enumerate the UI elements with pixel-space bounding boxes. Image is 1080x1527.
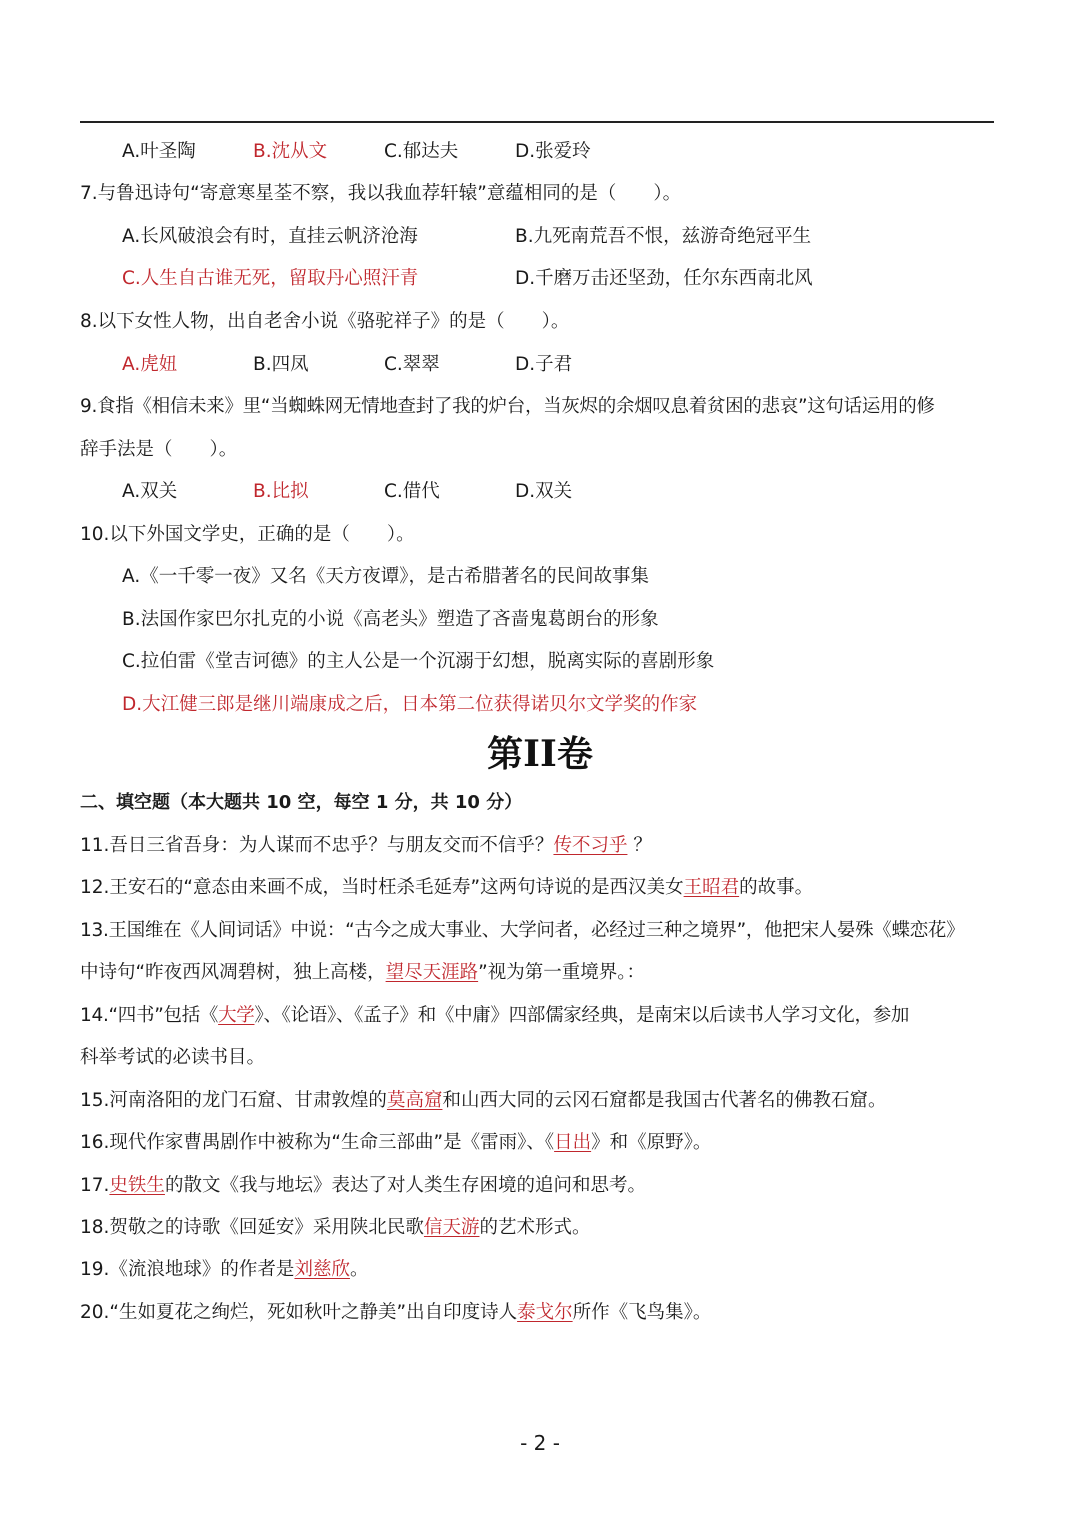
fill-q20-answer: 泰戈尔 bbox=[517, 1302, 573, 1323]
q8-option-c: C.翠翠 bbox=[384, 354, 440, 375]
fill-q13-answer: 望尽天涯路 bbox=[385, 962, 479, 983]
q9-stem-line1: 9.食指《相信未来》里“当蜘蛛网无情地查封了我的炉台，当灰烬的余烟叹息着贫困的悲哀”这句话运用的修 bbox=[80, 396, 935, 417]
q8-option-b: B.四凤 bbox=[253, 354, 309, 375]
fill-q12-text: 12.王安石的“意态由来画不成，当时枉杀毛延寿”这两句诗说的是西汉美女 bbox=[80, 877, 684, 898]
fill-q19-answer: 刘慈欣 bbox=[294, 1259, 350, 1280]
fill-q20-text: 20.“生如夏花之绚烂，死如秋叶之静美”出自印度诗人 bbox=[80, 1302, 518, 1323]
fill-q14-tail: 》、《论语》、《孟子》和《中庸》四部儒家经典，是南宋以后读书人学习文化，参加 bbox=[254, 1005, 910, 1026]
page-number: - 2 - bbox=[520, 1431, 560, 1455]
q8-option-d: D.子君 bbox=[515, 354, 573, 375]
q7-option-c: C.人生自古谁无死，留取丹心照汗青 bbox=[122, 268, 419, 289]
q10-option-d: D.大江健三郎是继川端康成之后，日本第二位获得诺贝尔文学奖的作家 bbox=[122, 694, 698, 715]
fill-q16-answer: 日出 bbox=[554, 1132, 592, 1153]
fill-q13-line2 bbox=[80, 960, 1020, 986]
q9-option-b: B.比拟 bbox=[253, 481, 309, 502]
q9-option-a: A.双关 bbox=[122, 481, 178, 502]
q9-option-c: C.借代 bbox=[384, 481, 440, 502]
fill-q11-answer: 传不习乎 bbox=[553, 835, 628, 856]
q10-option-a: A.《一千零一夜》又名《天方夜谭》，是古希腊著名的民间故事集 bbox=[122, 566, 649, 587]
fill-q12-answer: 王昭君 bbox=[683, 877, 740, 898]
fill-q17-text: 17. bbox=[80, 1175, 110, 1196]
q9-option-d: D.双关 bbox=[515, 481, 573, 502]
fill-q19-text: 19.《流浪地球》的作者是 bbox=[80, 1259, 295, 1280]
fill-q13-text: 中诗句“昨夜西风凋碧树，独上高楼， bbox=[80, 962, 386, 983]
fill-q19-tail: 。 bbox=[349, 1259, 369, 1280]
fill-q16-tail: 》和《原野》。 bbox=[591, 1132, 712, 1153]
fill-q15-text: 15.河南洛阳的龙门石窟、甘肃敦煌的 bbox=[80, 1090, 387, 1111]
fill-q15-tail: 和山西大同的云冈石窟都是我国古代著名的佛教石窟。 bbox=[442, 1090, 887, 1111]
fill-q18-answer: 信天游 bbox=[423, 1217, 480, 1238]
fill-q17-answer: 史铁生 bbox=[109, 1175, 165, 1196]
fill-q19 bbox=[80, 1257, 1020, 1283]
q6-option-a: A.叶圣陶 bbox=[122, 141, 196, 162]
fill-q14-line2: 科举考试的必读书目。 bbox=[80, 1047, 266, 1068]
fill-q11 bbox=[80, 833, 1020, 859]
q7-stem: 7.与鲁迅诗句“寄意寒星荃不察，我以我血荐轩辕”意蕴相同的是（ ）。 bbox=[80, 183, 682, 204]
fill-q15 bbox=[80, 1088, 1020, 1114]
fill-q11-text: 11.吾日三省吾身：为人谋而不忠乎？与朋友交而不信乎？ bbox=[80, 835, 554, 856]
fill-q15-answer: 莫高窟 bbox=[386, 1090, 443, 1111]
fill-q11-tail: ？ bbox=[627, 835, 652, 856]
fill-q14 bbox=[80, 1003, 1020, 1029]
fill-q13-line1: 13.王国维在《人间词话》中说：“古今之成大事业、大学问者，必经过三种之境界”，他把宋人晏殊《蝶恋花》 bbox=[80, 920, 965, 941]
fill-q16 bbox=[80, 1130, 1020, 1156]
q6-option-b: B.沈从文 bbox=[253, 141, 328, 162]
q7-option-b: B.九死南荒吾不恨，兹游奇绝冠平生 bbox=[515, 226, 812, 247]
section2-title: 二、填空题（本大题共 10 空，每空 1 分，共 10 分） bbox=[80, 792, 523, 813]
q6-option-c: C.郁达夫 bbox=[384, 141, 459, 162]
fill-q14-text: 14.“四书”包括《 bbox=[80, 1005, 219, 1026]
q8-stem: 8.以下女性人物，出自老舍小说《骆驼祥子》的是（ ）。 bbox=[80, 311, 570, 332]
q10-option-c: C.拉伯雷《堂吉诃德》的主人公是一个沉溺于幻想，脱离实际的喜剧形象 bbox=[122, 651, 715, 672]
fill-q12 bbox=[80, 875, 1020, 901]
fill-q12-tail: 的故事。 bbox=[739, 877, 814, 898]
header-rule bbox=[80, 121, 994, 123]
fill-q18-tail: 的艺术形式。 bbox=[479, 1217, 591, 1238]
q7-option-d: D.千磨万击还坚劲，任尔东西南北风 bbox=[515, 268, 813, 289]
fill-q14-answer: 大学 bbox=[218, 1005, 255, 1026]
fill-q18-text: 18.贺敬之的诗歌《回延安》采用陕北民歌 bbox=[80, 1217, 424, 1238]
fill-q18 bbox=[80, 1215, 1020, 1241]
part2-title: 第II卷 bbox=[487, 733, 593, 775]
q8-option-a: A.虎妞 bbox=[122, 354, 178, 375]
q9-stem-line2: 辞手法是（ ）。 bbox=[80, 439, 238, 460]
q10-option-b: B.法国作家巴尔扎克的小说《高老头》塑造了吝啬鬼葛朗台的形象 bbox=[122, 609, 659, 630]
q6-option-d: D.张爱玲 bbox=[515, 141, 591, 162]
q10-stem: 10.以下外国文学史，正确的是（ ）。 bbox=[80, 524, 415, 545]
fill-q13-tail: ”视为第一重境界。： bbox=[478, 962, 645, 983]
fill-q20 bbox=[80, 1300, 1020, 1326]
fill-q16-text: 16.现代作家曹禺剧作中被称为“生命三部曲”是《雷雨》、《 bbox=[80, 1132, 555, 1153]
fill-q20-tail: 所作《飞鸟集》。 bbox=[572, 1302, 712, 1323]
q7-option-a: A.长风破浪会有时，直挂云帆济沧海 bbox=[122, 226, 418, 247]
fill-q17 bbox=[80, 1173, 1020, 1199]
fill-q17-tail: 的散文《我与地坛》表达了对人类生存困境的追问和思考。 bbox=[164, 1175, 646, 1196]
